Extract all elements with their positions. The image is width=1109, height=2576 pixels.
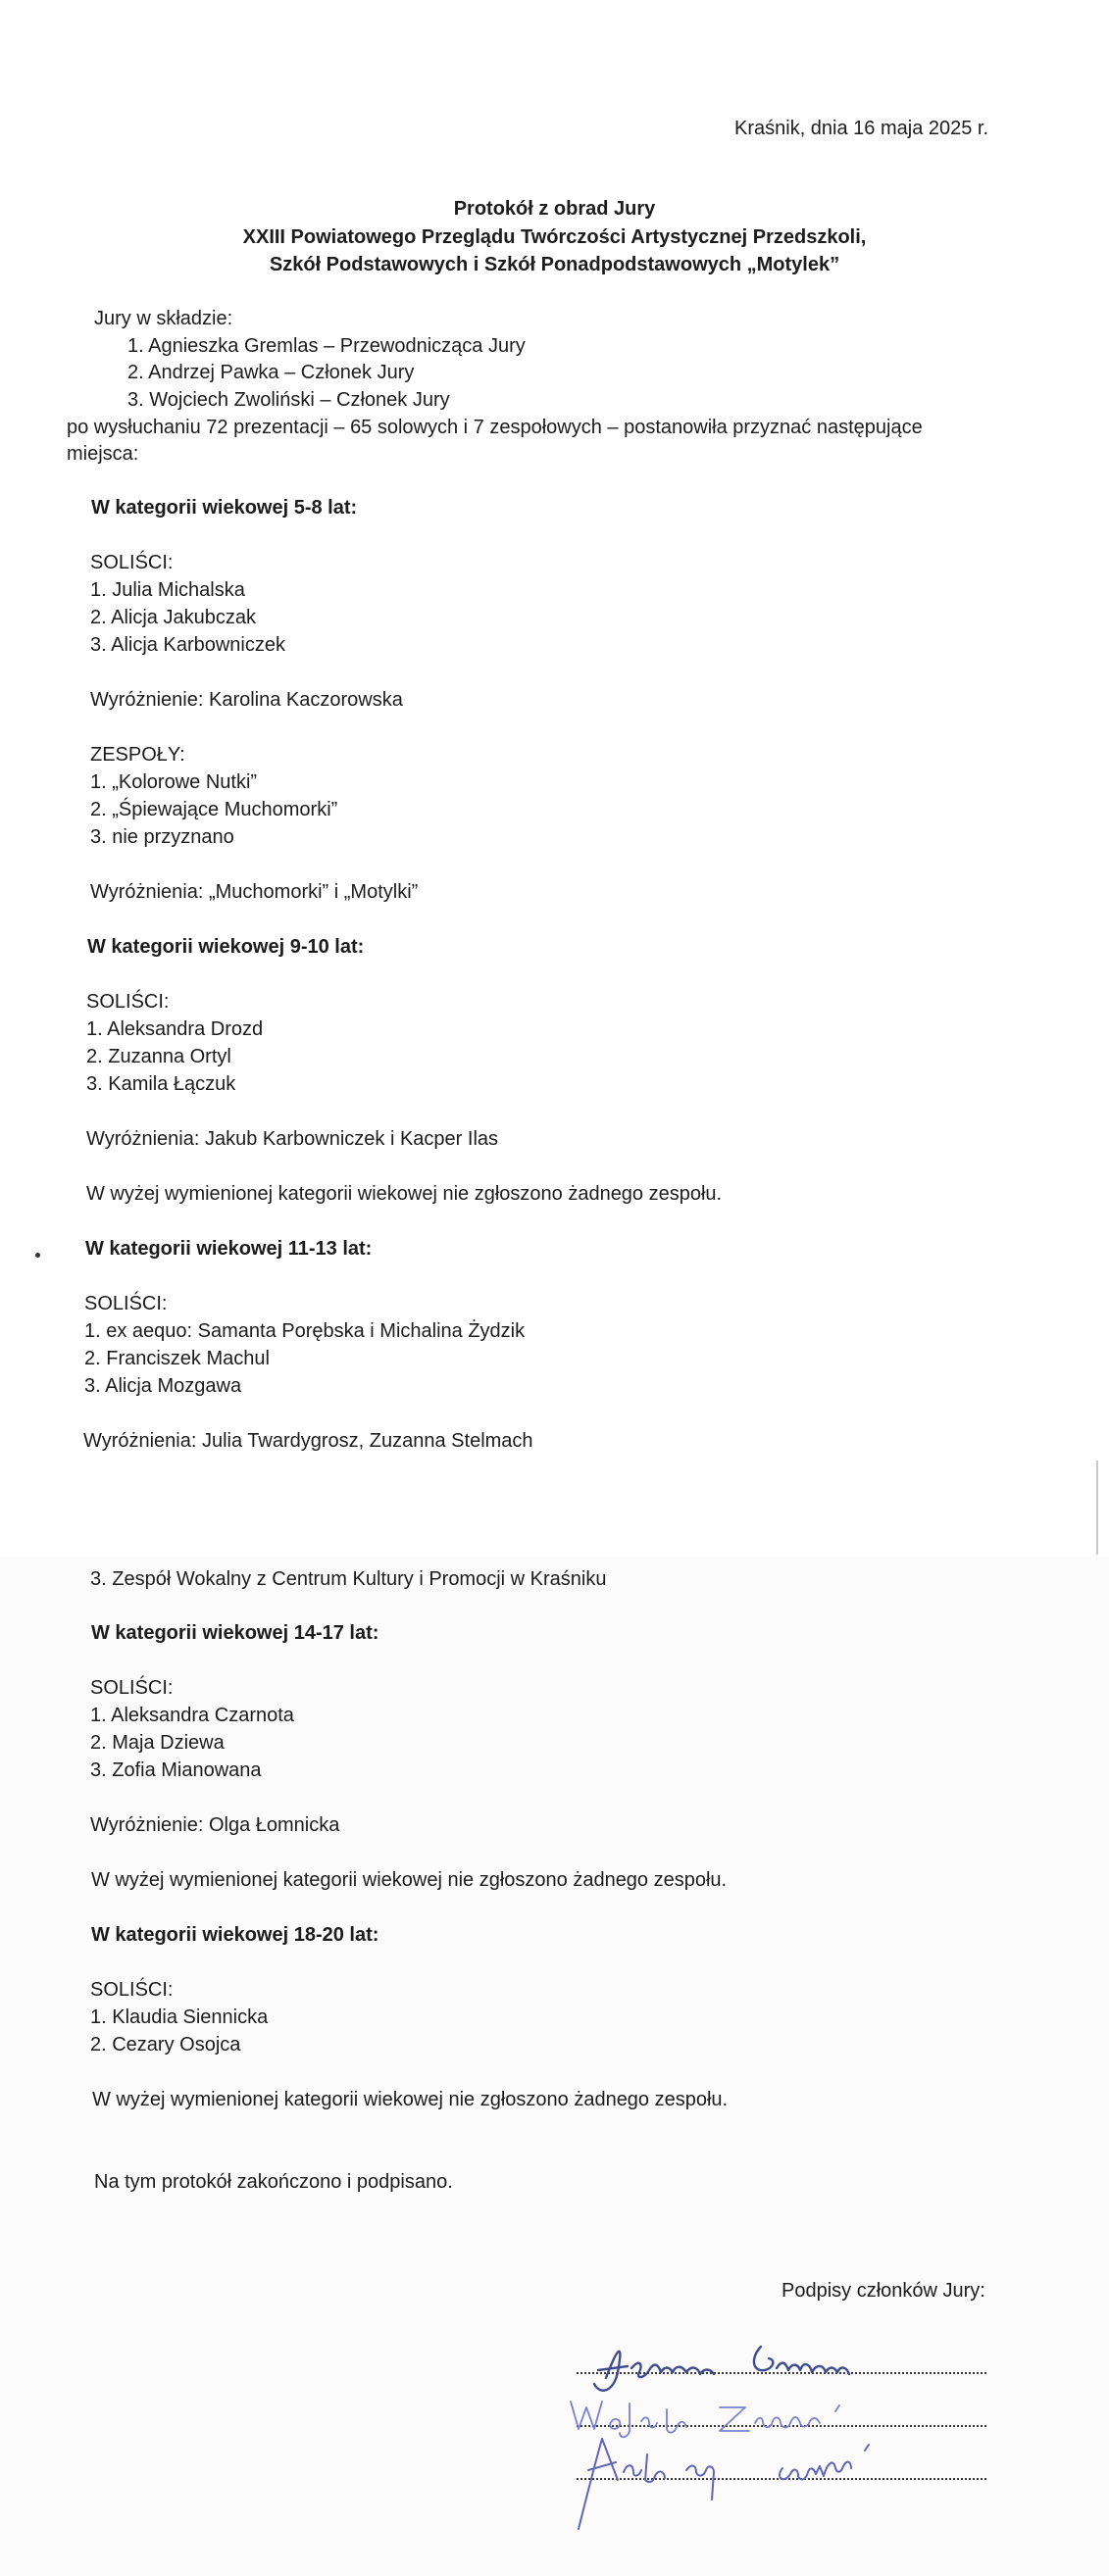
soloist-place: 3. Kamila Łączuk: [86, 1073, 236, 1095]
handwritten-signatures: [559, 2333, 990, 2539]
no-group-note: W wyżej wymienionej kategorii wiekowej nie zgłoszono żadnego zespołu.: [91, 1869, 728, 1891]
jury-member: 1. Agnieszka Gremlas – Przewodnicząca Jury: [127, 335, 526, 357]
soloist-place: 1. Aleksandra Drozd: [86, 1018, 264, 1040]
jury-member: 3. Wojciech Zwoliński – Członek Jury: [127, 389, 450, 411]
signature-agnieszka-gremlas: [594, 2347, 849, 2391]
closing-statement: Na tym protokół zakończono i podpisano.: [94, 2171, 453, 2193]
group-distinction: Wyróżnienia: „Muchomorki” i „Motylki”: [90, 881, 419, 903]
soloist-place: 1. Julia Michalska: [90, 579, 245, 601]
distinction: Wyróżnienie: Olga Łomnicka: [90, 1814, 340, 1836]
document-subtitle-line2: Szkół Podstawowych i Szkół Ponadpodstawowych „Motylek”: [269, 254, 840, 275]
soloist-place: 3. Alicja Mozgawa: [84, 1375, 242, 1397]
soloist-place: 1. ex aequo: Samanta Porębska i Michalina Żydzik: [84, 1320, 526, 1342]
soloists-label: SOLIŚCI:: [90, 1677, 174, 1699]
signatures-label: Podpisy członków Jury:: [781, 2280, 985, 2302]
signature-wojciech-zwolinski: [571, 2402, 839, 2437]
group-place: 3. nie przyznano: [90, 826, 234, 848]
category-heading-9-10: W kategorii wiekowej 9-10 lat:: [87, 936, 365, 958]
soloist-place: 2. Zuzanna Ortyl: [86, 1046, 231, 1067]
soloist-place: 1. Klaudia Siennicka: [90, 2006, 269, 2028]
soloist-place: 3. Zofia Mianowana: [90, 1759, 262, 1781]
jury-intro: Jury w składzie:: [94, 308, 233, 329]
soloists-label: SOLIŚCI:: [84, 1293, 168, 1314]
group-place: 3. Zespół Wokalny z Centrum Kultury i Promocji w Kraśniku: [90, 1568, 607, 1590]
category-heading-14-17: W kategorii wiekowej 14-17 lat:: [91, 1622, 379, 1644]
category-heading-11-13: W kategorii wiekowej 11-13 lat:: [85, 1238, 373, 1260]
jury-member: 2. Andrzej Pawka – Członek Jury: [127, 362, 415, 383]
soloist-place: 1. Aleksandra Czarnota: [90, 1705, 294, 1726]
group-place: 1. „Kolorowe Nutki”: [90, 771, 258, 793]
soloists-label: SOLIŚCI:: [90, 552, 174, 573]
groups-label: ZESPOŁY:: [90, 744, 185, 766]
no-group-note: W wyżej wymienionej kategorii wiekowej nie zgłoszono żadnego zespołu.: [86, 1183, 723, 1205]
soloists-label: SOLIŚCI:: [86, 991, 170, 1013]
document-subtitle-line1: XXIII Powiatowego Przeglądu Twórczości Artystycznej Przedszkoli,: [242, 226, 867, 248]
category-heading-18-20: W kategorii wiekowej 18-20 lat:: [91, 1924, 379, 1946]
distinction: Wyróżnienie: Karolina Kaczorowska: [90, 689, 403, 711]
jury-decision: po wysłuchaniu 72 prezentacji – 65 solowych i 7 zespołowych – postanowiła przyznać następujące: [67, 417, 923, 438]
jury-decision-cont: miejsca:: [67, 443, 139, 465]
soloist-place: 2. Maja Dziewa: [90, 1732, 225, 1754]
soloists-label: SOLIŚCI:: [90, 1979, 174, 2001]
scan-edge-mark: [1096, 1461, 1098, 1555]
distinction: Wyróżnienia: Jakub Karbowniczek i Kacper Ilas: [86, 1128, 499, 1150]
distinction: Wyróżnienia: Julia Twardygrosz, Zuzanna Stelmach: [83, 1430, 533, 1452]
soloist-place: 2. Franciszek Machul: [84, 1348, 270, 1369]
soloist-place: 3. Alicja Karbowniczek: [90, 634, 285, 656]
stray-bullet-mark: [35, 1253, 40, 1258]
soloist-place: 2. Cezary Osojca: [90, 2034, 241, 2056]
soloist-place: 2. Alicja Jakubczak: [90, 607, 256, 628]
category-heading-5-8: W kategorii wiekowej 5-8 lat:: [91, 497, 358, 519]
no-group-note: W wyżej wymienionej kategorii wiekowej nie zgłoszono żadnego zespołu.: [92, 2089, 729, 2110]
document-title: Protokół z obrad Jury: [453, 198, 656, 220]
signature-andrzej-pawka: [579, 2439, 869, 2529]
document-date: Kraśnik, dnia 16 maja 2025 r.: [734, 118, 989, 139]
group-place: 2. „Śpiewające Muchomorki”: [90, 799, 338, 820]
